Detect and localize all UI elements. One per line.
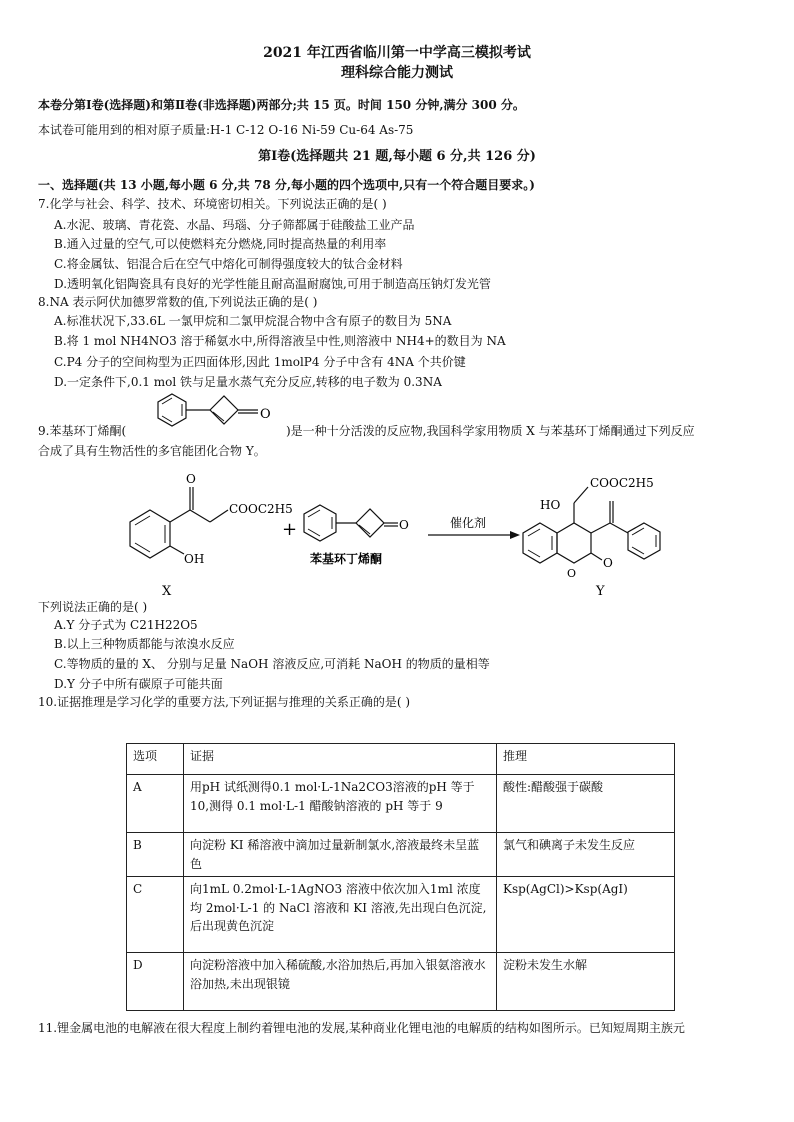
q9-option-b: B.以上三种物质都能与浓溴水反应 (54, 637, 235, 651)
row-evidence: 向淀粉溶液中加入稀硫酸,水浴加热后,再加入银氨溶液水浴加热,未出现银镜 (184, 953, 497, 1011)
q7-option-d: D.透明氧化铝陶瓷具有良好的光学性能且耐高温耐腐蚀,可用于制造高压钠灯发光管 (54, 277, 491, 291)
reaction-scheme (110, 465, 710, 600)
y-ester-group: COOC2H5 (590, 476, 654, 490)
q10-stem: 10.证据推理是学习化学的重要方法,下列证据与推理的关系正确的是( ) (38, 695, 411, 709)
q8-option-c: C.P4 分子的空间构型为正四面体形,因此 1molP4 分子中含有 4NA 个共价键 (54, 355, 466, 369)
y-ring-oxygen: O (567, 567, 577, 580)
q9-ask: 下列说法正确的是( ) (38, 600, 148, 614)
table-row (127, 775, 675, 833)
exam-title: 2021 年江西省临川第一中学高三模拟考试 (263, 45, 531, 61)
intro-line-2: 本试卷可能用到的相对原子质量:H-1 C-12 O-16 Ni-59 Cu-64 As-75 (38, 123, 414, 137)
row-option: B (127, 833, 184, 877)
row-option: A (127, 775, 184, 833)
header-option: 选项 (127, 744, 184, 775)
q8-stem: 8.NA 表示阿伏加德罗常数的值,下列说法正确的是( ) (38, 295, 318, 309)
q7-option-b: B.通入过量的空气,可以使燃料充分燃烧,同时提高热量的利用率 (54, 237, 387, 251)
row-option: C (127, 877, 184, 953)
evidence-table (126, 743, 675, 1011)
table-row (127, 953, 675, 1011)
q8-option-d: D.一定条件下,0.1 mol 铁与足量水蒸气充分反应,转移的电子数为 0.3NA (54, 375, 442, 389)
q7-option-a: A.水泥、玻璃、青花瓷、水晶、玛瑙、分子筛都属于硅酸盐工业产品 (54, 218, 415, 232)
table-row (127, 833, 675, 877)
exam-subtitle: 理科综合能力测试 (341, 65, 453, 81)
row-reasoning: Ksp(AgCl)>Ksp(AgI) (497, 877, 675, 953)
x-ester-group: COOC2H5 (229, 502, 293, 516)
table-header-row (127, 744, 675, 775)
inline-oxygen-label: O (260, 407, 271, 422)
part1-title: 第Ⅰ卷(选择题共 21 题,每小题 6 分,共 126 分) (258, 149, 536, 164)
y-carbonyl-oxygen: O (603, 556, 613, 570)
plus-sign: + (282, 519, 298, 540)
x-benzene-ring (130, 510, 170, 558)
x-hydroxyl-group: OH (184, 552, 205, 566)
section-heading: 一、选择题(共 13 小题,每小题 6 分,共 78 分,每小题的四个选项中,只有一个符合题目要求。) (38, 178, 535, 192)
row-reasoning: 淀粉未发生水解 (497, 953, 675, 1011)
row-option: D (127, 953, 184, 1011)
row-evidence: 向1mL 0.2mol·L-1AgNO3 溶液中依次加入1ml 浓度均 2mol·L-1 的 NaCl 溶液和 KI 溶液,先出现白色沉淀,后出现黄色沉淀 (184, 877, 497, 953)
q9-stem-start: 9.苯基环丁烯酮( (38, 424, 127, 438)
reagent-oxygen: O (399, 518, 409, 532)
table-row (127, 877, 675, 953)
q9-option-c: C.等物质的量的 X、 分别与足量 NaOH 溶液反应,可消耗 NaOH 的物质的量相等 (54, 657, 490, 671)
q9-stem-end: )是一种十分活泼的反应物,我国科学家用物质 X 与苯基环丁烯酮通过下列反应 (286, 424, 695, 438)
row-evidence: 用pH 试纸测得0.1 mol·L-1Na2CO3溶液的pH 等于10,测得 0.1 mol·L-1 醋酸钠溶液的 pH 等于 9 (184, 775, 497, 833)
q9-stem-line-2: 合成了具有生物活性的多官能团化合物 Y。 (38, 444, 266, 458)
x-carbonyl-oxygen: O (186, 472, 196, 486)
q9-option-d: D.Y 分子中所有碳原子可能共面 (54, 677, 223, 691)
phenylcyclobutenone-inline-structure (150, 386, 285, 438)
header-reasoning: 推理 (497, 744, 675, 775)
header-evidence: 证据 (184, 744, 497, 775)
label-y: Y (596, 584, 605, 599)
q8-option-b: B.将 1 mol NH4NO3 溶于稀氨水中,所得溶液呈中性,则溶液中 NH4+的数目为 NA (54, 334, 506, 348)
label-x: X (162, 584, 172, 599)
intro-line-1: 本卷分第Ⅰ卷(选择题)和第Ⅱ卷(非选择题)两部分;共 15 页。时间 150 分钟,满分 300 分。 (38, 98, 525, 112)
q8-option-a: A.标准状况下,33.6L 一氯甲烷和二氯甲烷混合物中含有原子的数目为 5NA (54, 314, 452, 328)
q7-stem: 7.化学与社会、科学、技术、环境密切相关。下列说法正确的是( ) (38, 197, 387, 211)
y-hydroxyl: HO (540, 498, 561, 512)
row-reasoning: 酸性:醋酸强于碳酸 (497, 775, 675, 833)
row-reasoning: 氯气和碘离子未发生反应 (497, 833, 675, 877)
q9-option-a: A.Y 分子式为 C21H22O5 (54, 618, 198, 632)
row-evidence: 向淀粉 KI 稀溶液中滴加过量新制氯水,溶液最终未呈蓝色 (184, 833, 497, 877)
reagent-label: 苯基环丁烯酮 (310, 552, 383, 566)
catalyst-label: 催化剂 (450, 516, 487, 530)
q11-stem: 11.锂金属电池的电解液在很大程度上制约着锂电池的发展,某种商业化锂电池的电解质的结构如图所示。已知短周期主族元 (38, 1021, 685, 1035)
y-lactone-ring (557, 523, 591, 563)
q7-option-c: C.将金属钛、铝混合后在空气中熔化可制得强度较大的钛合金材料 (54, 257, 403, 271)
